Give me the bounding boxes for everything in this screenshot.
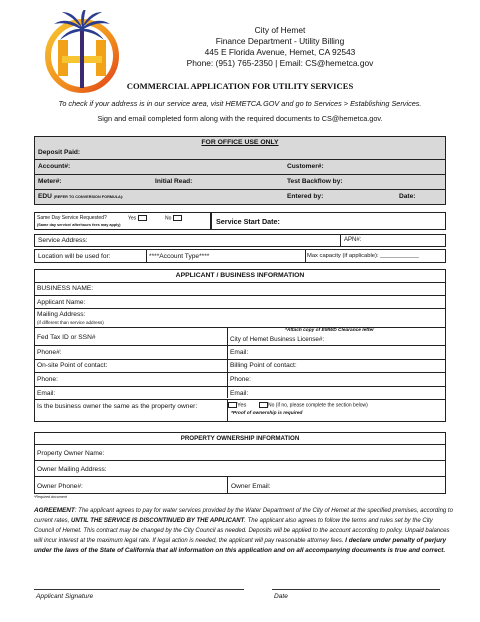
office-use-heading: FOR OFFICE USE ONLY — [201, 139, 279, 146]
same-day-no: No — [165, 215, 182, 221]
onsite-email-label: Email: — [37, 390, 56, 397]
mailing-address-label: Mailing Address: — [37, 311, 86, 318]
billing-phone-label: Phone: — [230, 376, 251, 383]
office-use-section — [34, 136, 446, 205]
date-line[interactable] — [272, 589, 440, 590]
property-owner-name-label: Property Owner Name: — [37, 450, 105, 457]
edu-label: EDU (REFER TO CONVERSION FORMULA): — [38, 193, 124, 200]
same-day-yes-checkbox[interactable] — [138, 215, 147, 221]
intro-service-area: To check if your address is in our service area, visit HEMETCA.GOV and go to Services > Establishing Services. — [58, 99, 422, 108]
form-title: COMMERCIAL APPLICATION FOR UTILITY SERVICES — [126, 81, 354, 91]
owner-same-yes-checkbox[interactable] — [228, 402, 237, 408]
billing-contact-label: Billing Point of contact: — [230, 362, 297, 369]
property-section — [34, 432, 446, 494]
intro-submit: Sign and email completed form along with the required documents to CS@hemetca.gov. — [97, 114, 383, 123]
office-date-label: Date: — [399, 193, 416, 200]
header-department: Finance Department - Utility Billing — [215, 36, 345, 46]
signature-line[interactable] — [34, 589, 244, 590]
deposit-paid-label: Deposit Paid: — [38, 149, 81, 156]
emwd-note: *Attach copy of EMWD Clearance letter — [285, 328, 375, 333]
apn-label: APN#: — [344, 237, 362, 243]
mailing-address-note: (if different than service address) — [37, 320, 104, 325]
owner-mailing-label: Owner Mailing Address: — [37, 466, 107, 473]
service-address-label: Service Address: — [38, 237, 88, 244]
applicant-signature-label: Applicant Signature — [36, 593, 94, 600]
same-day-note: (Same day service/ afterhours fees may apply) — [37, 223, 121, 227]
entered-by-label: Entered by: — [287, 193, 324, 200]
owner-same-question: Is the business owner the same as the property owner: — [37, 403, 198, 410]
business-license-label: City of Hemet Business License#: — [230, 336, 325, 343]
meter-label: Meter#: — [38, 178, 62, 185]
billing-email-label: Email: — [230, 390, 249, 397]
account-type-select[interactable]: ****Account Type**** — [149, 253, 210, 260]
same-day-yes: Yes — [128, 215, 147, 221]
property-heading: PROPERTY OWNERSHIP INFORMATION — [180, 435, 300, 442]
service-address-box — [34, 234, 446, 247]
location-box — [34, 249, 446, 263]
account-label: Account#: — [38, 163, 71, 170]
onsite-phone-label: Phone: — [37, 376, 58, 383]
proof-note: *Proof of ownership is required — [231, 411, 303, 416]
max-capacity-label: Max capacity (if applicable): ____________ — [307, 253, 419, 259]
location-label: Location will be used for: — [38, 253, 111, 260]
applicant-section — [34, 269, 446, 422]
email-label: Email: — [230, 349, 249, 356]
fed-tax-label: Fed Tax ID or SSN# — [37, 334, 96, 341]
customer-label: Customer#: — [287, 163, 324, 170]
same-day-no-checkbox[interactable] — [173, 215, 182, 221]
agreement-text: AGREEMENT: The applicant agrees to pay for water services provided by the Water Department of the City of Hemet at the specified premises, according to current rates, UNTIL THE SERVICE IS DISCONTINUED BY THE APPLICANT. The applicant also agrees to follow the terms and rules set by the City Council of Hemet. This contract may be changed by the City Council as needed. Deposits will be applied to the account according to policy. Unpaid balances will incur interest at the maximum legal rate. If legal action is needed, the applicant will pay reasonable attorney fees. I declare under penalty of perjury under the laws of the State of California that all information on this application and on all accompanying documents is true and correct. — [34, 507, 453, 554]
phone-number-label: Phone#: — [37, 349, 62, 356]
service-start-label: Service Start Date: — [216, 217, 280, 226]
owner-phone-label: Owner Phone#: — [37, 483, 83, 490]
service-start-box[interactable] — [211, 212, 446, 230]
owner-email-label: Owner Email: — [231, 483, 271, 490]
header-contact: Phone: (951) 765-2350 | Email: CS@hemetca.gov — [186, 58, 374, 68]
header-city: City of Hemet — [254, 25, 306, 35]
initial-read-label: Initial Read: — [155, 178, 193, 185]
test-backflow-label: Test Backflow by: — [287, 178, 343, 185]
owner-same-no-checkbox[interactable] — [259, 402, 268, 408]
same-day-box — [34, 212, 211, 230]
applicant-name-label: Applicant Name: — [37, 299, 86, 306]
owner-same-no: No (if no, please complete the section below) — [259, 402, 368, 408]
signature-date-label: Date — [274, 593, 288, 600]
business-name-label: BUSINESS NAME: — [37, 285, 94, 292]
owner-same-yes: Yes — [228, 402, 246, 409]
same-day-label: Same Day Service Requested? — [37, 215, 107, 221]
onsite-contact-label: On-site Point of contact: — [37, 362, 108, 369]
required-doc-note: *Required document — [34, 495, 67, 499]
header-address: 445 E Florida Avenue, Hemet, CA 92543 — [204, 47, 356, 57]
applicant-heading: APPLICANT / BUSINESS INFORMATION — [175, 272, 305, 279]
